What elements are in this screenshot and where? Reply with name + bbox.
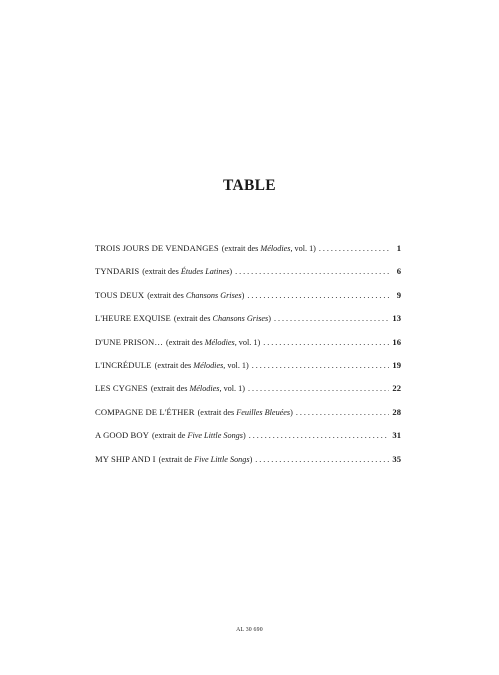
dot-leader [319,244,390,253]
toc-entry-title: TOUS DEUX [95,289,145,300]
toc-entry-title: COMPAGNE DE L'ÉTHER [95,406,195,417]
toc-entry-page: 9 [396,289,401,300]
toc-entry-page: 1 [396,243,401,253]
toc-entry [95,313,401,336]
toc-entry [95,243,401,266]
toc-entry-page: 22 [392,383,401,394]
dot-leader [235,267,390,276]
toc-entry-page: 28 [392,406,401,417]
toc-entry [95,360,401,383]
toc-entry-title: LES CYGNES [95,383,148,394]
toc-entry-title: L'INCRÉDULE [95,359,152,370]
toc-entry-page: 16 [392,336,401,347]
toc-entry-title: MY SHIP AND I [95,453,156,464]
dot-leader [263,338,389,347]
toc-entry [95,337,401,360]
toc-entry-page: 19 [392,359,401,370]
toc-entry-title: TROIS JOURS DE VENDANGES [95,243,219,253]
toc-entry-title: D'UNE PRISON… [95,336,164,347]
dot-leader [274,314,389,323]
toc-entry-title: A GOOD BOY [95,430,149,441]
toc-entry-source: (extrait des Feuilles Bleuées) [197,407,293,417]
toc-entry-page: 13 [392,313,401,324]
toc-entry-source: (extrait de Five Little Songs) [158,454,253,464]
dot-leader [296,408,390,417]
toc-entry-source: (extrait des Chansons Grises) [173,314,271,324]
toc-entry-source: (extrait des Études Latines) [142,267,233,277]
dot-leader [255,455,389,464]
toc-entry [95,266,401,289]
toc-entry [95,454,401,477]
toc-entry-title: TYNDARIS [95,266,140,277]
toc-entry [95,430,401,453]
toc-entry [95,407,401,430]
toc-entry-page: 31 [392,430,401,441]
toc-entry [95,290,401,313]
toc-entry-page: 35 [392,453,401,464]
toc-entry [95,383,401,406]
toc-entry-source: (extrait des Mélodies, vol. 1) [150,384,245,394]
toc-entry-title: L'HEURE EXQUISE [95,313,171,324]
toc-entry-source: (extrait des Chansons Grises) [147,290,245,300]
page-title: TABLE [223,177,276,194]
toc-entry-source: (extrait des Mélodies, vol. 1) [221,244,316,253]
toc-entry-source: (extrait des Mélodies, vol. 1) [166,337,261,347]
dot-leader [252,361,390,370]
toc-entry-page: 6 [396,266,401,277]
toc-entry-source: (extrait des Mélodies, vol. 1) [154,360,249,370]
table-of-contents [95,243,401,477]
toc-entry-source: (extrait de Five Little Songs) [152,431,246,441]
catalog-number: AL 30 690 [236,627,263,633]
dot-leader [249,431,390,440]
dot-leader [248,384,389,393]
dot-leader [247,291,390,300]
